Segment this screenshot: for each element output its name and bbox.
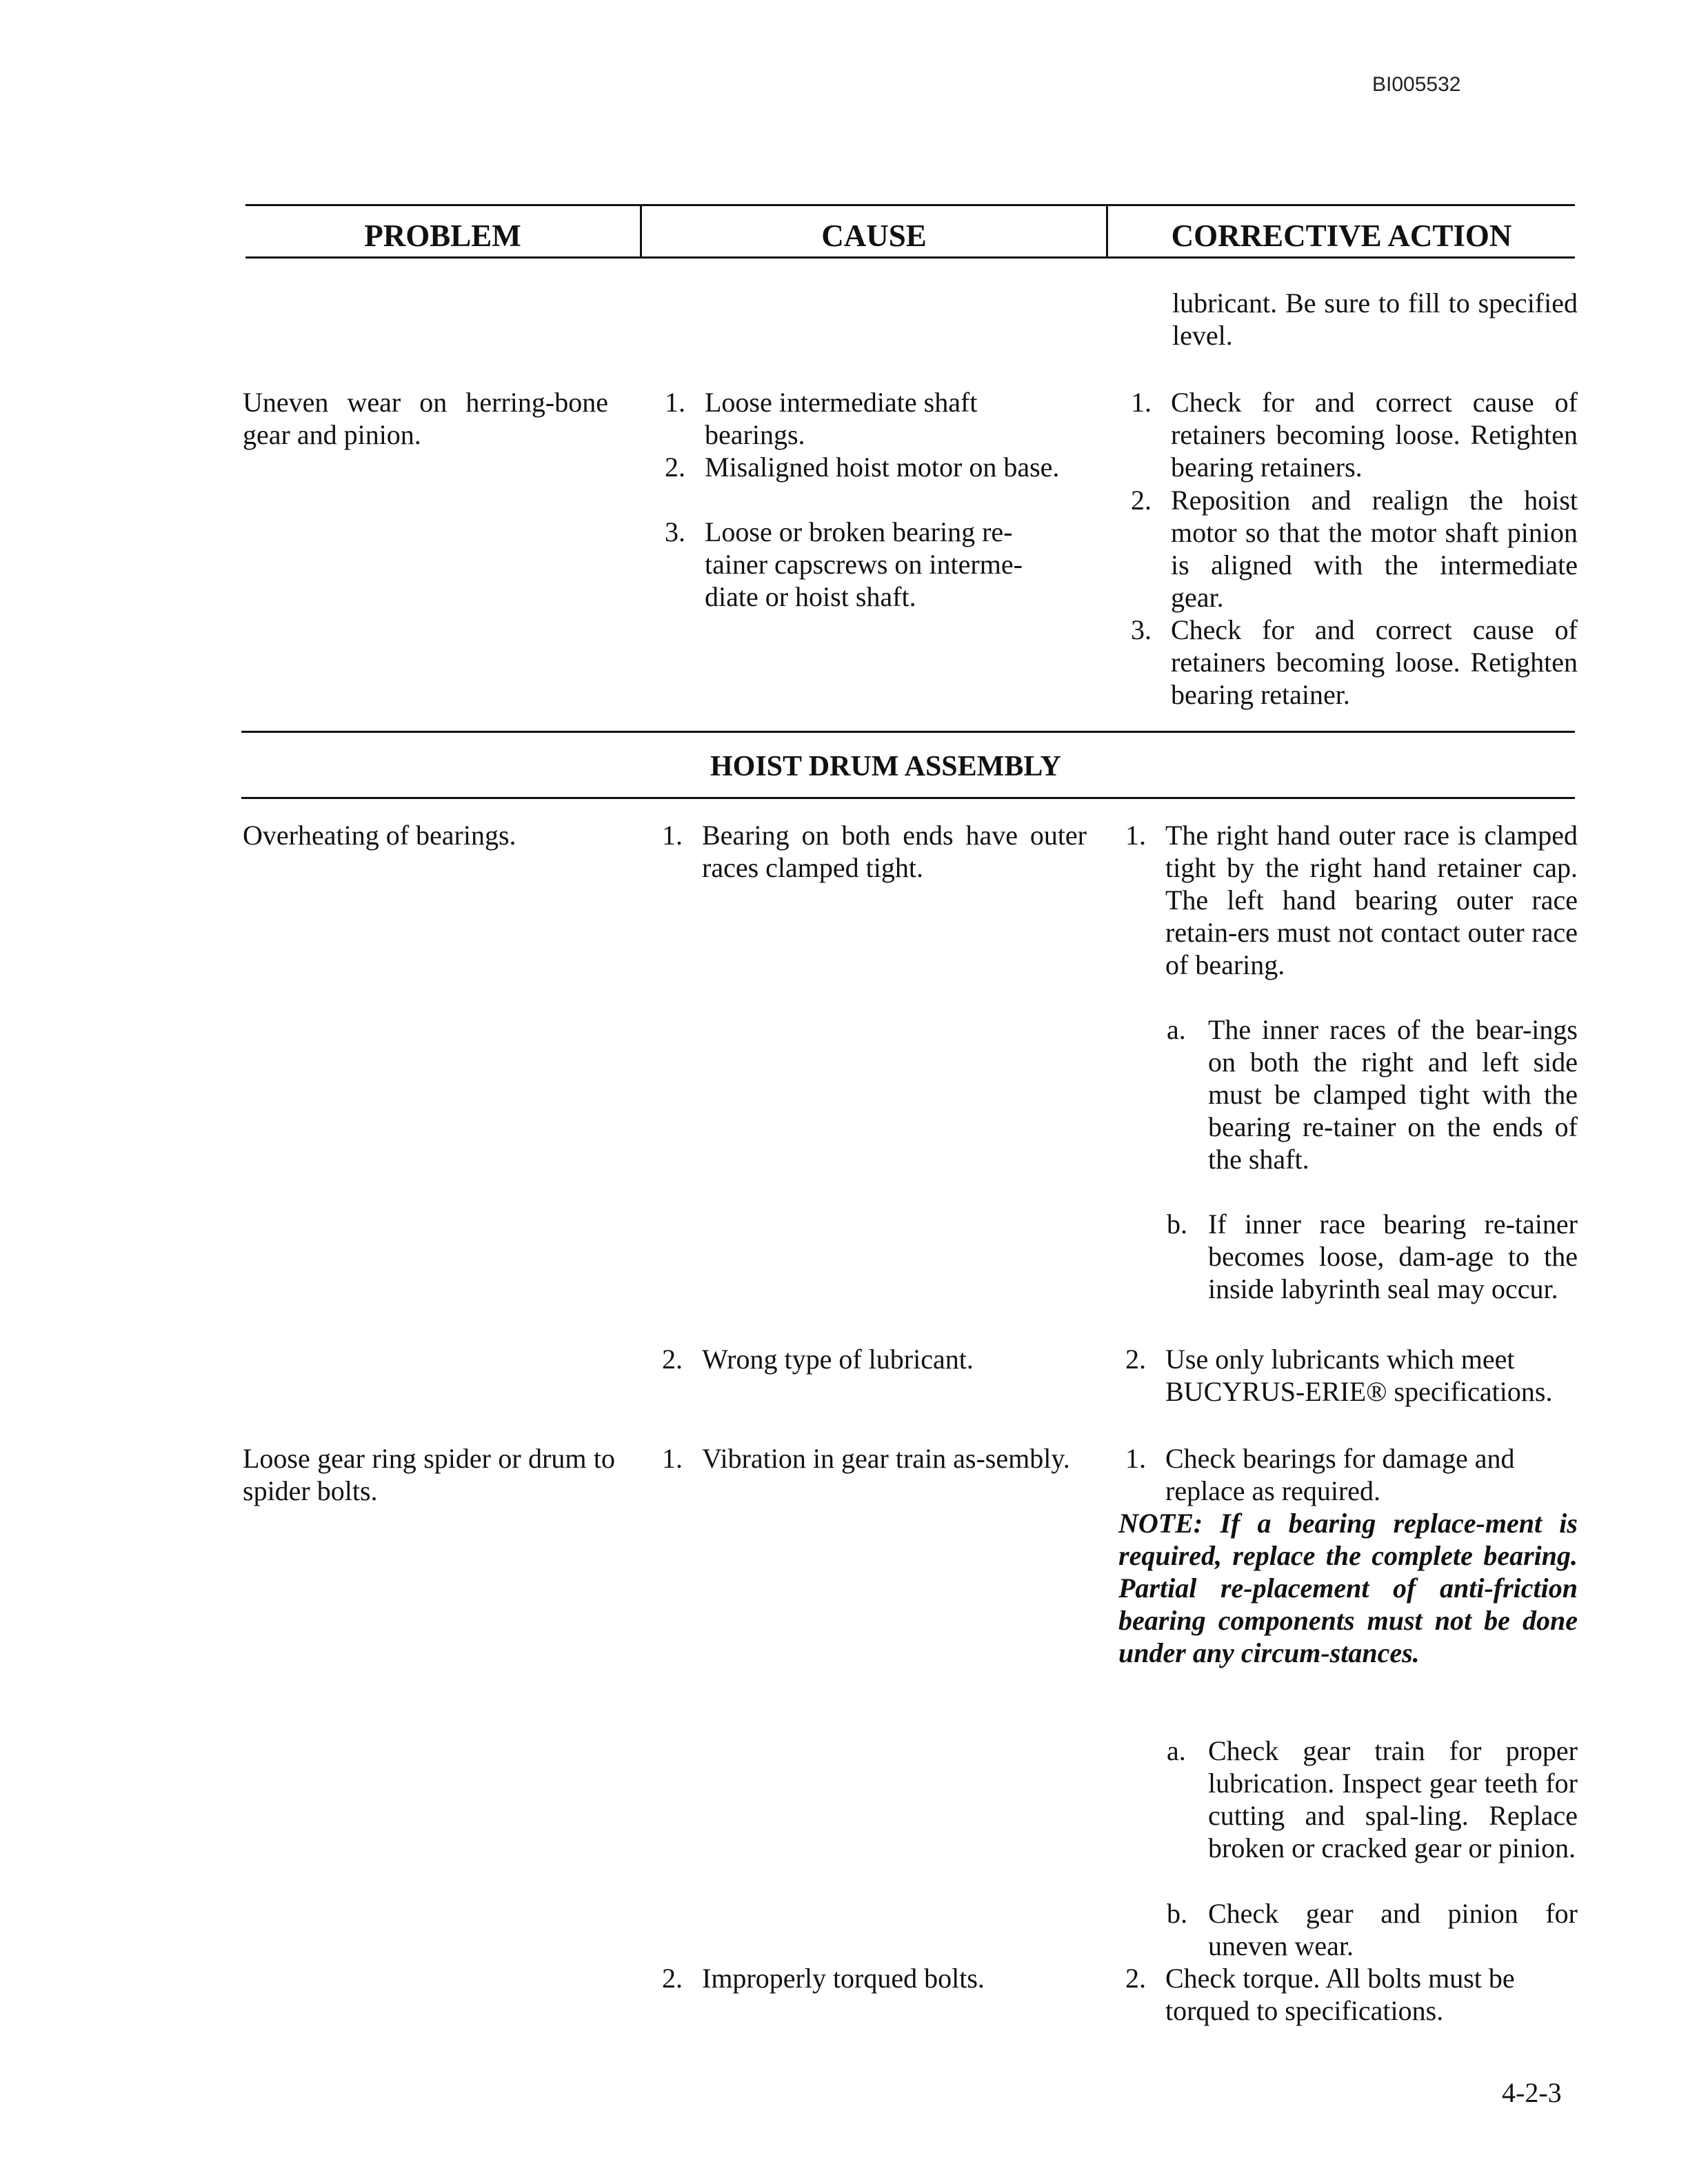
action-item: 2. Reposition and realign the hoist motor so that the motor shaft pinion is aligned with the intermediate gear.	[1131, 485, 1578, 613]
problem-loose-gear-ring: Loose gear ring spider or drum to spider bolts.	[243, 1443, 615, 1506]
cause-item: 1. Vibration in gear train as-sembly.	[662, 1443, 1070, 1474]
cause-item: 1. Bearing on both ends have outer races clamped tight.	[662, 820, 1087, 883]
note-bearing-replacement: NOTE: If a bearing replace-ment is required, replace the complete bearing. Partial re-placement of anti-friction bearing components must not be done under any circum-stances.	[1118, 1508, 1578, 1668]
cause-item: 2. Wrong type of lubricant.	[662, 1344, 974, 1375]
action-item: 1. Check for and correct cause of retainers becoming loose. Retighten bearing retainers.	[1131, 387, 1578, 483]
action-subitem: a. Check gear train for proper lubrication. Inspect gear teeth for cutting and spal-ling. Replace broken or cracked gear or pinion.	[1167, 1735, 1578, 1863]
header-corrective-action: CORRECTIVE ACTION	[1171, 219, 1512, 253]
header-problem: PROBLEM	[364, 219, 521, 253]
header-cause: CAUSE	[821, 219, 927, 253]
section-title: HOIST DRUM ASSEMBLY	[710, 751, 1061, 782]
page-number: 4-2-3	[1502, 2077, 1562, 2108]
action-item: 1. Check bearings for damage and replace as required.	[1125, 1443, 1515, 1506]
action-subitem: a. The inner races of the bear-ings on both the right and left side must be clamped tight with the bearing re-tainer on the ends of the shaft.	[1167, 1014, 1578, 1175]
header-top-rule	[245, 204, 1575, 206]
cause-item: 3. Loose or broken bearing re-tainer capscrews on interme-diate or hoist shaft.	[665, 516, 1023, 612]
problem-uneven-wear: Uneven wear on herring-bone gear and pinion.	[243, 387, 608, 450]
action-item: 1. The right hand outer race is clamped tight by the right hand retainer cap. The left hand bearing outer race retain-ers must not contact outer race of bearing.	[1125, 820, 1578, 980]
cause-item: 2. Misaligned hoist motor on base.	[665, 452, 1060, 483]
action-item: 2. Check torque. All bolts must be torqued to specifications.	[1125, 1963, 1515, 2026]
cause-item: 2. Improperly torqued bolts.	[662, 1963, 985, 1994]
section-rule	[241, 731, 1575, 733]
cause-item: 1. Loose intermediate shaft bearings.	[665, 387, 978, 450]
section-rule	[241, 797, 1575, 799]
problem-overheating-bearings: Overheating of bearings.	[243, 820, 516, 851]
carryover-text: lubricant. Be sure to fill to specified level.	[1172, 287, 1578, 351]
document-id: BI005532	[1372, 73, 1461, 96]
action-item: 2. Use only lubricants which meet BUCYRUS-ERIE® specifications.	[1125, 1344, 1553, 1407]
header-bottom-rule	[245, 256, 1575, 259]
action-item: 3. Check for and correct cause of retainers becoming loose. Retighten bearing retainer.	[1131, 614, 1578, 710]
action-subitem: b. If inner race bearing re-tainer becomes loose, dam-age to the inside labyrinth seal may occur.	[1167, 1209, 1578, 1304]
action-subitem: b. Check gear and pinion for uneven wear.	[1167, 1898, 1578, 1961]
